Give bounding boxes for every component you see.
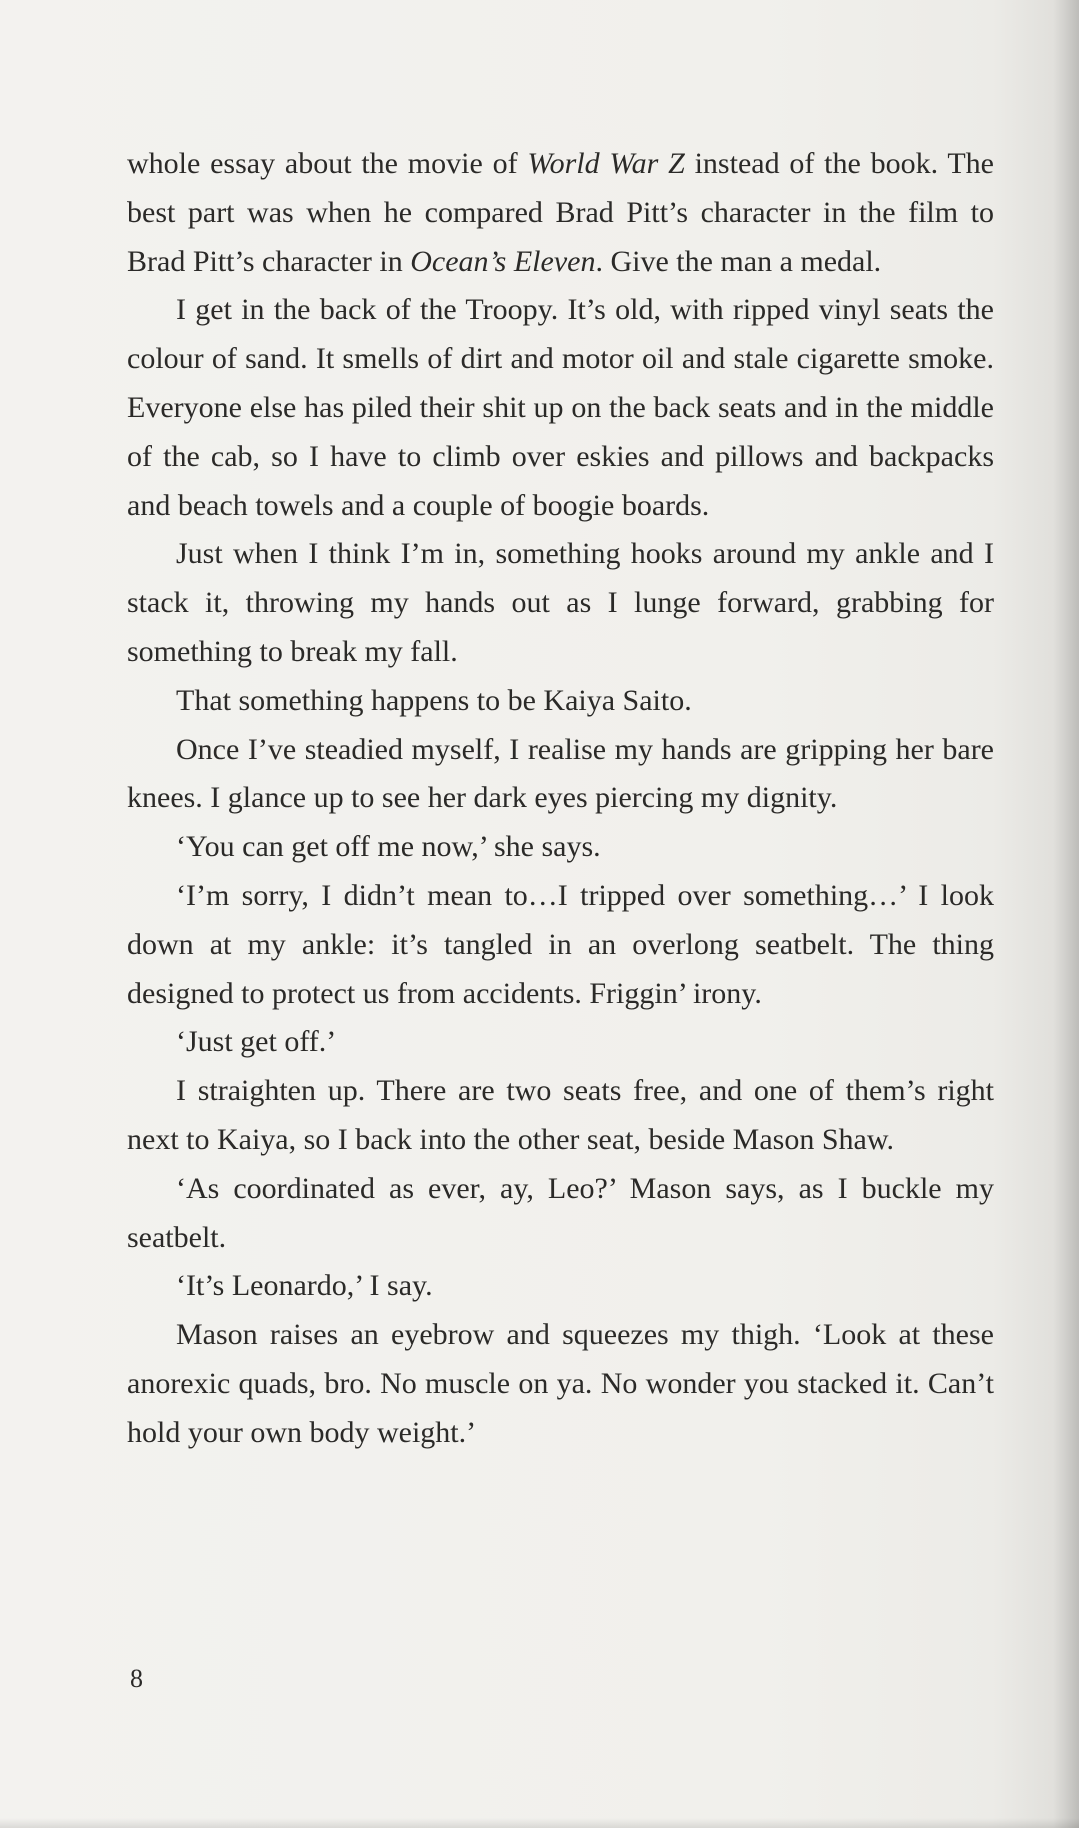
paragraph <box>127 140 994 286</box>
text-run: whole essay about the movie of <box>127 147 528 180</box>
text-run: Mason raises an eyebrow and squeezes my thigh. ‘Look at these anorexic quads, bro. No muscle on ya. No wonder you stacked it. Can’t hold your own body weight.’ <box>127 1318 994 1449</box>
paragraph <box>127 872 994 1018</box>
paragraph <box>127 823 994 872</box>
text-run: ‘It’s Leonardo,’ I say. <box>176 1269 433 1303</box>
paragraph <box>127 1262 994 1311</box>
text-run: ‘Just get off.’ <box>176 1025 337 1059</box>
text-run: I get in the back of the Troopy. It’s old, with ripped vinyl seats the colour of sand. It smells of dirt and motor oil and stale cigarette smoke. Everyone else has piled their shit up on the back seats and in the middle of the cab, so I have to climb over eskies and pillows and backpacks and beach towels and a couple of boogie boards. <box>127 293 994 522</box>
text-run: . Give the man a medal. <box>595 244 882 278</box>
text-run: Once I’ve steadied myself, I realise my hands are gripping her bare knees. I glance up to see her dark eyes piercing my dignity. <box>127 732 994 815</box>
text-run: ‘As coordinated as ever, ay, Leo?’ Mason says, as I buckle my seatbelt. <box>127 1171 994 1254</box>
paragraph <box>127 286 994 530</box>
text-run: ‘You can get off me now,’ she says. <box>176 830 601 864</box>
page-edge-shadow <box>1053 0 1079 1828</box>
paragraph <box>127 1165 994 1263</box>
paragraph <box>127 1018 994 1067</box>
paragraph <box>127 726 994 824</box>
text-run: That something happens to be Kaiya Saito. <box>176 683 692 717</box>
paragraph <box>127 677 994 726</box>
book-title: World War Z <box>527 147 685 180</box>
paragraph <box>127 1311 994 1457</box>
page-bottom-shadow <box>0 1818 1079 1828</box>
film-title: Ocean’s Eleven <box>410 244 596 278</box>
text-run: ‘I’m sorry, I didn’t mean to…I tripped over something…’ I look down at my ankle: it’s tangled in an overlong seatbelt. The thing designed to protect us from accidents. Friggin’ irony. <box>127 878 994 1010</box>
text-run: instead of the book. The best part was when he compared Brad Pitt’s character in the film to Brad Pitt’s character in <box>127 147 994 278</box>
page-number: 8 <box>130 1664 143 1693</box>
text-run: Just when I think I’m in, something hooks around my ankle and I stack it, throwing my hands out as I lunge forward, grabbing for something to break my fall. <box>127 537 994 668</box>
paragraph <box>127 530 994 676</box>
body-text <box>127 140 994 1458</box>
text-run: I straighten up. There are two seats free, and one of them’s right next to Kaiya, so I back into the other seat, beside Mason Shaw. <box>127 1074 994 1156</box>
paragraph <box>127 1067 994 1165</box>
